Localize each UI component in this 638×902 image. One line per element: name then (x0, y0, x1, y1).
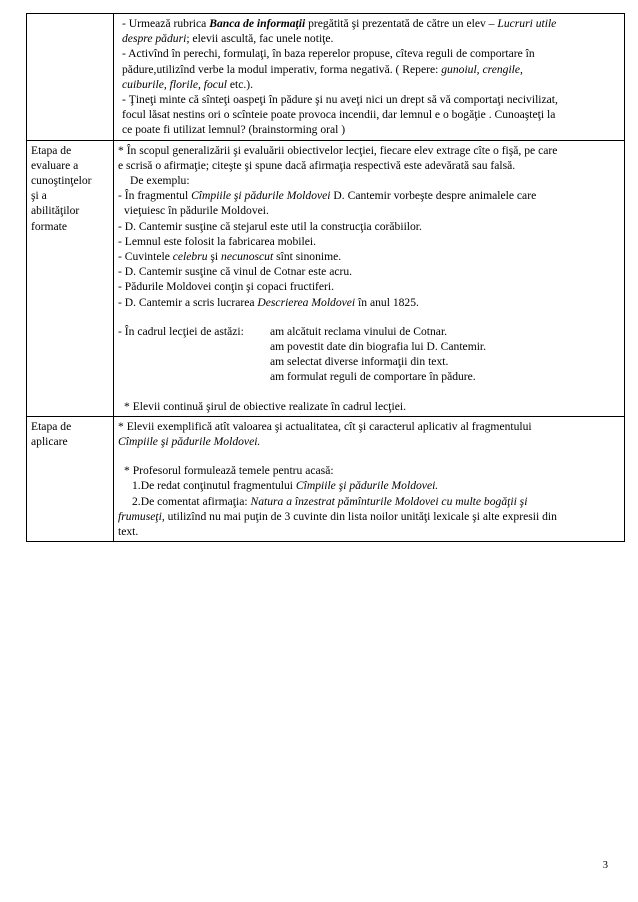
text-line (122, 62, 620, 77)
text-run: sînt sinonime. (273, 250, 342, 264)
today-item: am formulat reguli de comportare în pădure. (270, 370, 476, 384)
stage-label: formate (31, 219, 68, 233)
text-run: Natura a înzestrat pămînturile Moldovei cu multe bogăţii şi (250, 494, 528, 508)
statement (118, 249, 620, 264)
text-line: * Elevii continuă şirul de obiective realizate în cadrul lecţiei. (124, 399, 406, 413)
text-run: , utilizînd nu mai puţin de 3 cuvinte din lista noilor unităţi lexicale şi alte expresii din (161, 509, 557, 523)
stage-label: Etapa de (31, 143, 72, 157)
text-line (122, 77, 620, 92)
text-run: D. Cantemir vorbeşte despre animalele care (330, 189, 537, 203)
stage-label: cunoştinţelor (31, 174, 92, 188)
stage-label: evaluare a (31, 158, 79, 172)
today-lead: - În cadrul lecţiei de astăzi: (118, 324, 244, 338)
text-run: - Cuvintele (118, 250, 173, 264)
statement: vieţuiesc în pădurile Moldovei. (124, 204, 269, 218)
table-row (27, 416, 625, 541)
text-run: Descrierea Moldovei (257, 295, 356, 309)
text-line: - Activînd în perechi, formulaţi, în baza reperelor propuse, cîteva reguli de comportare în (122, 47, 535, 61)
text-line: - Ţineţi minte că sînteţi oaspeţi în pădure şi nu aveţi nici un drept să vă comportaţi necivilizat, (122, 93, 558, 107)
text-line: * Profesorul formulează temele pentru acasă: (124, 464, 334, 478)
statement (118, 295, 620, 310)
text-line: * Elevii exemplifică atît valoarea şi actualitatea, cît şi caracterul aplicativ al fragmentului (118, 419, 532, 433)
text-run: în anul 1825. (355, 295, 419, 309)
today-item: am povestit date din biografia lui D. Cantemir. (270, 340, 487, 354)
text-line (122, 16, 620, 31)
stage-label: şi a (31, 189, 47, 203)
text-line: e scrisă o afirmaţie; citeşte şi spune dacă afirmaţia respectivă este adevărată sau falsă. (118, 158, 516, 172)
statement: - D. Cantemir susţine că stejarul este util la construcţia corăbiilor. (118, 219, 422, 233)
table-row (27, 140, 625, 416)
activity-cell (114, 14, 625, 141)
text-line: Cîmpiile şi pădurile Moldovei. (118, 435, 261, 449)
lesson-plan-table (26, 13, 625, 542)
text-run: cuiburile, florile, focul (122, 77, 227, 91)
text-run: Lucruri utile (497, 17, 557, 30)
text-line: * În scopul generalizării şi evaluării obiectivelor lecţiei, fiecare elev extrage cîte o fişă, pe care (118, 143, 558, 157)
spacer (118, 385, 620, 399)
text-run: gunoiul, crengile, (441, 62, 523, 76)
text-run: despre păduri (122, 32, 187, 46)
text-run: etc.). (226, 77, 254, 91)
stage-cell (27, 416, 114, 541)
text-run: ; elevii ascultă, fac unele notiţe. (186, 32, 334, 46)
text-run: Cîmpiile şi pădurile Moldovei (191, 189, 331, 203)
table-row (27, 14, 625, 141)
stage-cell (27, 14, 114, 141)
text-run: şi (207, 250, 222, 264)
today-item: am alcătuit reclama vinului de Cotnar. (270, 324, 448, 338)
stage-cell (27, 140, 114, 416)
text-run: 1.De redat conţinutul fragmentului (132, 479, 296, 493)
text-run: 2.De comentat afirmaţia: (132, 494, 251, 508)
statement (118, 188, 620, 203)
text-run: - În fragmentul (118, 189, 192, 203)
today-item: am selectat diverse informaţii din text. (270, 355, 449, 369)
text-line: ce poate fi utilizat lemnul? (brainstorming oral ) (122, 123, 346, 137)
stage-label: aplicare (31, 435, 68, 449)
text-run: Banca de informaţii (209, 17, 306, 30)
activity-cell (114, 416, 625, 541)
page-number: 3 (602, 860, 608, 871)
statement: - D. Cantemir susţine că vinul de Cotnar este acru. (118, 265, 353, 279)
text-run: - Urmează rubrica (122, 17, 210, 30)
text-run: Cîmpiile şi pădurile Moldovei. (295, 479, 439, 493)
text-run: pădure,utilizînd verbe la modul imperativ, forma negativă. ( Repere: (122, 62, 442, 76)
spacer (118, 310, 620, 324)
stage-label: Etapa de (31, 419, 72, 433)
text-run: frumuseţi (118, 509, 162, 523)
text-run: - D. Cantemir a scris lucrarea (118, 295, 258, 309)
text-line (122, 31, 620, 46)
activity-cell (114, 140, 625, 416)
statement: - Lemnul este folosit la fabricarea mobilei. (118, 234, 316, 248)
text-line: focul lăsat nestins ori o scînteie poate provoca incendii, dar lemnul e o bogăţie . Cunoaşteţi la (122, 108, 556, 122)
text-run: celebru (172, 250, 208, 264)
today-list (118, 324, 620, 385)
homework-item: text. (118, 525, 139, 539)
text-run: necunoscut (221, 250, 274, 264)
text-run: pregătită şi prezentată de către un elev – (305, 17, 498, 30)
statement: - Pădurile Moldovei conţin şi copaci fructiferi. (118, 280, 335, 294)
spacer (118, 449, 620, 463)
text-line: De exemplu: (130, 174, 190, 188)
homework-item (118, 509, 620, 524)
homework-item (118, 478, 620, 493)
homework-item (118, 494, 620, 509)
stage-label: abilităţilor (31, 204, 80, 218)
